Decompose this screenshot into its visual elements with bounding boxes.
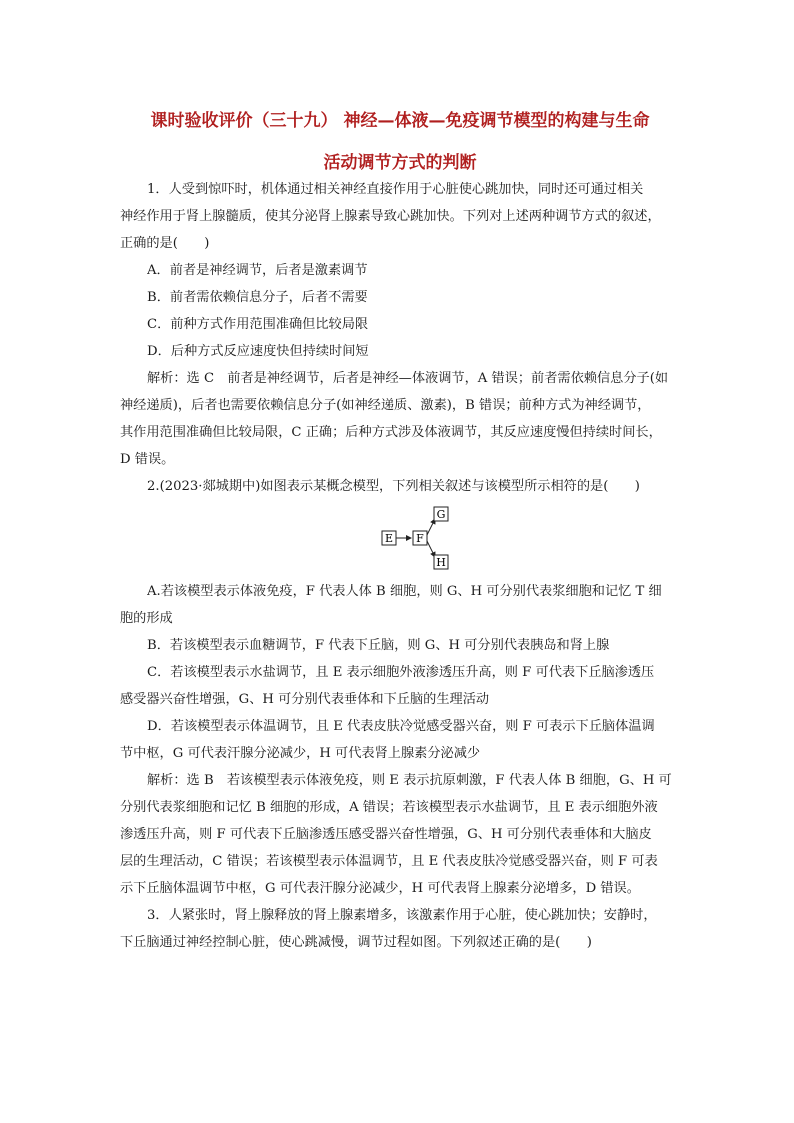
q2-analysis-line: 渗透压升高，则 F 可代表下丘脑渗透压感受器兴奋性增强，G、H 可分别代表垂体和大脑皮 (120, 827, 652, 842)
page-title-line1: 课时验收评价（三十九） 神经—体液—免疫调节模型的构建与生命 (150, 111, 650, 131)
q1-option-c: C．前种方式作用范围准确但比较局限 (147, 317, 369, 332)
q1-option-a: A．前者是神经调节，后者是激素调节 (147, 263, 368, 278)
q2-option-d: D．若该模型表示体温调节，且 E 代表皮肤冷觉感受器兴奋，则 F 可表示下丘脑体温调 (147, 719, 655, 734)
q1-analysis-line: 解析：选 C 前者是神经调节，后者是神经—体液调节，A 错误；前者需依赖信息分子(如 (147, 371, 669, 386)
q2-analysis-line: 解析：选 B 若该模型表示体液免疫，则 E 表示抗原刺激，F 代表人体 B 细胞，G、H 可 (147, 773, 672, 788)
q2-stem: 2.(2023·郯城期中)如图表示某概念模型，下列相关叙述与该模型所示相符的是( ) (147, 479, 640, 494)
node-g-label: G (436, 508, 446, 521)
q1-stem-line: 神经作用于肾上腺髓质，使其分泌肾上腺素导致心跳加快。下列对上述两种调节方式的叙述， (120, 209, 661, 224)
node-e-label: E (384, 532, 394, 545)
q1-analysis-line: 其作用范围准确但比较局限，C 正确；后种方式涉及体液调节，其反应速度慢但持续时间长， (120, 425, 662, 440)
q2-option-c: C．若该模型表示水盐调节，且 E 表示细胞外液渗透压升高，则 F 可代表下丘脑渗透压 (147, 665, 655, 680)
q2-option-a: 胞的形成 (120, 611, 173, 626)
page-title-line2: 活动调节方式的判断 (323, 153, 477, 173)
q3-stem-line: 3．人紧张时，肾上腺释放的肾上腺素增多，该激素作用于心脏，使心跳加快；安静时， (147, 908, 657, 923)
q1-stem-line: 正确的是( ) (120, 236, 210, 251)
q2-analysis-line: 示下丘脑体温调节中枢，G 可代表汗腺分泌减少，H 可代表肾上腺素分泌增多，D 错误。 (120, 881, 640, 896)
q2-analysis-line: 分别代表浆细胞和记忆 B 细胞的形成，A 错误；若该模型表示水盐调节，且 E 表示细胞外液 (120, 800, 658, 815)
q2-option-c: 感受器兴奋性增强，G、H 可分别代表垂体和下丘脑的生理活动 (120, 692, 490, 707)
node-f-label: F (416, 532, 424, 545)
q1-option-b: B．前者需依赖信息分子，后者不需要 (147, 290, 368, 305)
q2-option-a: A.若该模型表示体液免疫，F 代表人体 B 细胞，则 G、H 可分别代表浆细胞和记忆 T 细 (147, 584, 662, 599)
q2-option-d: 节中枢，G 可代表汗腺分泌减少，H 可代表肾上腺素分泌减少 (120, 746, 481, 761)
q1-analysis-line: D 错误。 (120, 452, 175, 467)
q2-analysis-line: 层的生理活动，C 错误；若该模型表示体温调节，且 E 代表皮肤冷觉感受器兴奋，则 F 可表 (120, 854, 658, 869)
q3-stem-line: 下丘脑通过神经控制心脏，使心跳减慢，调节过程如图。下列叙述正确的是( ) (120, 935, 592, 950)
node-h-label: H (436, 556, 446, 569)
q1-option-d: D．后种方式反应速度快但持续时间短 (147, 344, 369, 359)
concept-model-svg (378, 505, 458, 573)
q1-stem-line: 1．人受到惊吓时，机体通过相关神经直接作用于心脏使心跳加快，同时还可通过相关 (147, 182, 644, 197)
concept-model-diagram (378, 505, 458, 573)
q1-analysis-line: 神经递质)，后者也需要依赖信息分子(如神经递质、激素)，B 错误；前种方式为神经调节， (120, 398, 651, 413)
q2-option-b: B．若该模型表示血糖调节，F 代表下丘脑，则 G、H 可分别代表胰岛和肾上腺 (147, 638, 610, 653)
